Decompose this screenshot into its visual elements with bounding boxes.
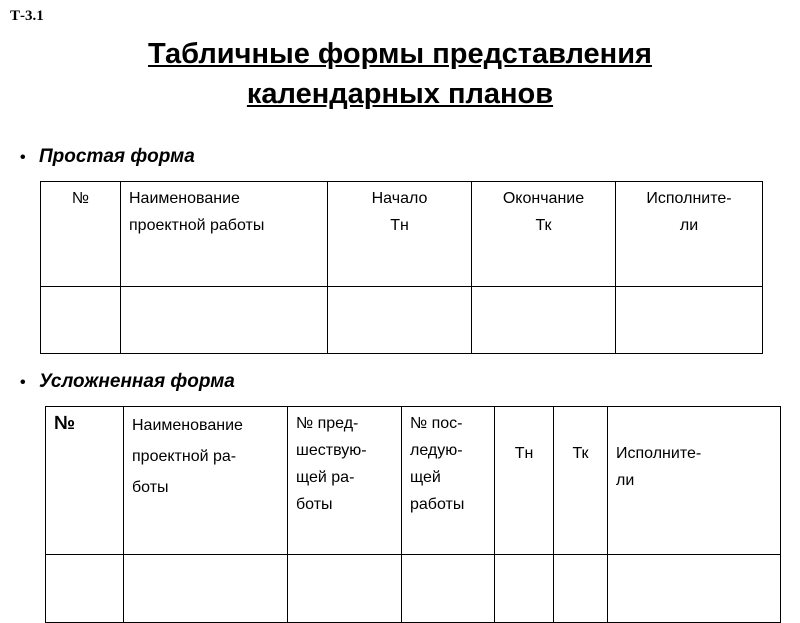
- header-successor: [402, 407, 495, 555]
- header-line: ледую-: [410, 442, 463, 459]
- title-line-1: Табличные формы представления: [148, 38, 652, 70]
- header-line: Окончание: [502, 190, 585, 207]
- page-title: [0, 34, 800, 114]
- header-line: Исполните-: [646, 190, 732, 207]
- header-line: ли: [679, 217, 699, 234]
- header-predecessor: [288, 407, 402, 555]
- header-line: Исполните-: [616, 445, 702, 462]
- table-cell: [495, 555, 554, 623]
- simple-plan-table: [40, 181, 763, 354]
- header-line: Тк: [572, 445, 589, 462]
- header-line: проектной работы: [129, 217, 265, 234]
- table-row: [46, 555, 781, 623]
- complex-plan-table: [45, 406, 781, 623]
- header-line: № пред-: [296, 415, 359, 432]
- table-cell: [46, 555, 124, 623]
- header-line: №: [71, 190, 90, 207]
- table-header-row: [46, 407, 781, 555]
- bullet-icon: •: [20, 149, 26, 166]
- table-row: [41, 287, 763, 354]
- table-header-row: [41, 182, 763, 287]
- header-line: боты: [132, 479, 169, 496]
- header-line: проектной ра-: [132, 448, 237, 465]
- header-line: № пос-: [410, 415, 463, 432]
- slide-id: Т-3.1: [10, 8, 44, 24]
- header-line: Наименование: [132, 417, 243, 434]
- section-simple-heading: [20, 146, 195, 168]
- header-executors: [608, 407, 781, 555]
- header-line: щей ра-: [296, 469, 355, 486]
- header-line: работы: [410, 496, 465, 513]
- table-cell: [616, 287, 763, 354]
- header-executors: [616, 182, 763, 287]
- header-line: Тк: [535, 217, 552, 234]
- section-complex-heading: [20, 371, 235, 393]
- header-line: щей: [410, 469, 441, 486]
- header-line: шествую-: [296, 442, 367, 459]
- header-start: [328, 182, 472, 287]
- table-cell: [328, 287, 472, 354]
- header-line: Начало: [371, 190, 428, 207]
- header-line: ли: [616, 472, 635, 489]
- table-cell: [608, 555, 781, 623]
- header-line: №: [54, 413, 76, 434]
- section-simple-label: Простая форма: [39, 146, 195, 167]
- table-cell: [41, 287, 121, 354]
- header-work-name: [124, 407, 288, 555]
- table-cell: [402, 555, 495, 623]
- title-line-2: календарных планов: [246, 78, 554, 110]
- header-start: [495, 407, 554, 555]
- header-line: Тн: [514, 445, 534, 462]
- header-work-name: [121, 182, 328, 287]
- header-end: [554, 407, 608, 555]
- header-end: [472, 182, 616, 287]
- header-number: [41, 182, 121, 287]
- header-line: Тн: [390, 217, 409, 234]
- section-complex-label: Усложненная форма: [39, 371, 235, 392]
- header-line: Наименование: [129, 190, 240, 207]
- header-line: боты: [296, 496, 333, 513]
- bullet-icon: •: [20, 374, 26, 391]
- table-cell: [121, 287, 328, 354]
- table-cell: [472, 287, 616, 354]
- table-cell: [554, 555, 608, 623]
- table-cell: [124, 555, 288, 623]
- header-number: [46, 407, 124, 555]
- table-cell: [288, 555, 402, 623]
